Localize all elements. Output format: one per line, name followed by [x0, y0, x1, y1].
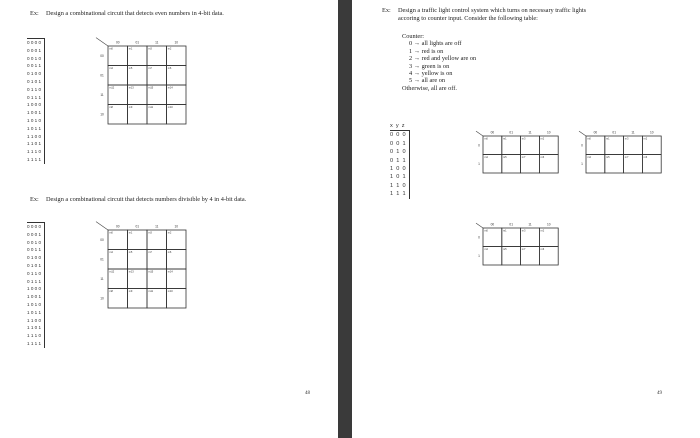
- truth-table-row: 0 1 1 1: [27, 278, 42, 284]
- kmap-minterm-label: m3: [148, 231, 152, 235]
- truth-table-row: 0 0 1 0: [27, 239, 42, 245]
- kmap-minterm-label: m13: [128, 86, 134, 90]
- truth-table-row: 1 0 1 0: [27, 117, 42, 123]
- kmap-minterm-label: m7: [521, 248, 526, 252]
- kmap-col-label: 00: [593, 130, 598, 135]
- kmap-row-label: 1: [581, 161, 583, 166]
- kmap-minterm-label: m12: [109, 270, 115, 274]
- traffic-kmap-2: [578, 128, 666, 174]
- kmap-row-label: 0: [478, 143, 480, 148]
- truth-table-row: 1 1 0: [390, 182, 406, 189]
- truth-table-row: 1 1 0 0: [27, 317, 42, 323]
- page-number-left: 48: [305, 391, 310, 396]
- kmap-row-label: 11: [100, 276, 104, 281]
- page-gutter: [338, 0, 352, 438]
- kmap-minterm-label: m7: [521, 156, 526, 160]
- kmap-minterm-label: m5: [128, 67, 133, 71]
- left-page: [0, 0, 338, 438]
- kmap-col-label: 11: [155, 40, 159, 45]
- counter-line: 3 → green is on: [409, 62, 450, 70]
- truth-table-row: 0 0 0 1: [27, 47, 42, 53]
- kmap-2: [95, 220, 195, 320]
- kmap-minterm-label: m4: [484, 248, 488, 252]
- example-1-statement: [30, 10, 224, 18]
- example-2-statement: [30, 196, 246, 204]
- kmap-row-label: 10: [100, 112, 104, 117]
- kmap-minterm-label: m1: [128, 231, 133, 235]
- counter-spec: [402, 33, 476, 92]
- kmap-minterm-label: m6: [540, 156, 545, 160]
- kmap-minterm-label: m6: [167, 251, 172, 255]
- kmap-col-label: 00: [115, 224, 120, 229]
- kmap-col-label: 10: [174, 224, 179, 229]
- kmap-minterm-label: m8: [109, 290, 113, 294]
- kmap-minterm-label: m7: [148, 67, 152, 71]
- truth-table-row: 1 0 0 0: [27, 286, 42, 292]
- kmap-row-label: 1: [478, 253, 480, 258]
- traffic-kmap-3: [475, 220, 563, 266]
- counter-line: 0 → all lights are off: [409, 40, 462, 48]
- right-page: [352, 0, 700, 438]
- kmap-col-label: 00: [115, 40, 120, 45]
- kmap-minterm-label: m0: [109, 231, 113, 235]
- truth-table-row: 0 0 0 0: [27, 40, 42, 45]
- counter-line: 5 → all are on: [409, 77, 446, 85]
- kmap-row-label: 01: [100, 73, 104, 78]
- kmap-minterm-label: m6: [540, 248, 545, 252]
- kmap-row-label: 10: [100, 296, 104, 301]
- kmap-minterm-label: m1: [503, 137, 507, 141]
- kmap-minterm-label: m2: [167, 231, 172, 235]
- kmap-corner-diagonal: [476, 223, 483, 228]
- truth-table-row: 0 1 0 1: [27, 262, 42, 268]
- kmap-minterm-label: m6: [167, 67, 172, 71]
- kmap-row-label: 00: [100, 53, 104, 58]
- truth-table-row: 0 0 0: [390, 132, 406, 139]
- kmap-corner-diagonal: [96, 38, 108, 46]
- kmap-minterm-label: m7: [624, 156, 629, 160]
- truth-table-row: 1 1 0 1: [27, 325, 42, 331]
- kmap-col-label: 00: [490, 222, 495, 227]
- kmap-minterm-label: m0: [484, 229, 488, 233]
- truth-table-row: 1 0 0 1: [27, 294, 42, 300]
- kmap-1: [95, 36, 195, 136]
- kmap-minterm-label: m11: [148, 106, 154, 110]
- kmap-minterm-label: m1: [503, 229, 507, 233]
- kmap-row-label: 1: [478, 161, 480, 166]
- kmap-minterm-label: m8: [109, 106, 113, 110]
- truth-table-row: 0 0 1: [390, 140, 406, 147]
- truth-table-row: 0 1 1 1: [27, 94, 42, 100]
- counter-line: 2 → red and yellow are on: [409, 55, 477, 63]
- kmap-minterm-label: m5: [503, 248, 507, 252]
- traffic-example-line2: accoring to counter input. Consider the following table:: [398, 14, 538, 22]
- kmap-minterm-label: m14: [167, 270, 173, 274]
- kmap-col-label: 10: [547, 130, 551, 135]
- kmap-col-label: 11: [528, 222, 532, 227]
- example-1-label: Ex:: [30, 10, 39, 17]
- kmap-minterm-label: m4: [109, 251, 113, 255]
- truth-table-row: 0 1 0 0: [27, 71, 42, 77]
- truth-table-2: [27, 222, 45, 348]
- kmap-col-label: 01: [135, 224, 140, 229]
- kmap-minterm-label: m11: [148, 290, 154, 294]
- truth-table-row: 0 1 1 0: [27, 86, 42, 92]
- kmap-minterm-label: m5: [128, 251, 133, 255]
- kmap-minterm-label: m9: [128, 290, 133, 294]
- kmap-minterm-label: m4: [109, 67, 113, 71]
- truth-table-row: 0 1 1 0: [27, 270, 42, 276]
- kmap-minterm-label: m14: [167, 86, 173, 90]
- truth-table-row: 1 1 1: [390, 191, 406, 198]
- truth-table-row: 1 1 1 0: [27, 333, 42, 339]
- truth-table-row: 1 0 0 0: [27, 102, 42, 108]
- truth-table-row: 0 0 1 1: [27, 247, 42, 253]
- truth-table-row: 1 0 1 1: [27, 125, 42, 131]
- truth-table-row: 1 0 1: [390, 174, 406, 181]
- kmap-minterm-label: m13: [128, 270, 134, 274]
- truth-table-1: [27, 38, 45, 164]
- truth-table-row: 0 1 1: [390, 157, 406, 164]
- kmap-col-label: 10: [547, 222, 551, 227]
- traffic-kmap-1: [475, 128, 563, 174]
- kmap-col-label: 11: [631, 130, 635, 135]
- truth-table-row: 1 1 0 0: [27, 133, 42, 139]
- kmap-row-label: 11: [100, 92, 104, 97]
- kmap-row-label: 00: [100, 237, 104, 242]
- kmap-minterm-label: m1: [606, 137, 610, 141]
- truth-table-row: 1 1 1 0: [27, 149, 42, 155]
- kmap-minterm-label: m10: [167, 290, 173, 294]
- kmap-corner-diagonal: [579, 131, 586, 136]
- kmap-minterm-label: m2: [167, 47, 172, 51]
- truth-table-row: 0 1 0 1: [27, 78, 42, 84]
- kmap-minterm-label: m7: [148, 251, 152, 255]
- kmap-minterm-label: m12: [109, 86, 115, 90]
- kmap-minterm-label: m3: [148, 47, 152, 51]
- kmap-col-label: 11: [528, 130, 532, 135]
- kmap-minterm-label: m3: [624, 137, 629, 141]
- kmap-minterm-label: m4: [484, 156, 488, 160]
- kmap-minterm-label: m5: [503, 156, 507, 160]
- kmap-minterm-label: m2: [540, 229, 545, 233]
- kmap-minterm-label: m10: [167, 106, 173, 110]
- truth-table-row: 0 0 1 0: [27, 55, 42, 61]
- example-2-text: Design a combinational circuit that detects numbers divisible by 4 in 4-bit data.: [46, 196, 247, 203]
- truth-table-row: 0 1 0: [390, 149, 406, 156]
- traffic-truth-table: [390, 122, 410, 199]
- truth-table-row: 1 0 1 1: [27, 309, 42, 315]
- kmap-col-label: 01: [509, 130, 513, 135]
- kmap-col-label: 10: [650, 130, 654, 135]
- kmap-col-label: 00: [490, 130, 495, 135]
- kmap-minterm-label: m2: [643, 137, 648, 141]
- kmap-minterm-label: m4: [587, 156, 591, 160]
- example-1-text: Design a combinational circuit that detects even numbers in 4-bit data.: [46, 10, 224, 17]
- kmap-minterm-label: m15: [148, 270, 154, 274]
- example-2-label: Ex:: [30, 196, 39, 203]
- counter-line: Otherwise, all are off.: [402, 84, 457, 92]
- kmap-row-label: 0: [478, 235, 480, 240]
- traffic-example-line1: Design a traffic light control system which turns on necessary traffic lights: [398, 7, 587, 14]
- kmap-row-label: 01: [100, 257, 104, 262]
- kmap-minterm-label: m9: [128, 106, 133, 110]
- truth-table-row: 0 0 1 1: [27, 63, 42, 69]
- truth-table-row: 1 1 0 1: [27, 141, 42, 147]
- kmap-minterm-label: m3: [521, 137, 526, 141]
- kmap-col-label: 11: [155, 224, 159, 229]
- kmap-minterm-label: m0: [109, 47, 113, 51]
- counter-title: Counter:: [402, 33, 425, 40]
- truth-table-row: 1 1 1 1: [27, 340, 42, 346]
- kmap-minterm-label: m3: [521, 229, 526, 233]
- truth-table-row: 0 0 0 0: [27, 224, 42, 229]
- kmap-col-label: 10: [174, 40, 179, 45]
- counter-line: 4 → yellow is on: [409, 70, 453, 78]
- kmap-minterm-label: m6: [643, 156, 648, 160]
- kmap-minterm-label: m0: [587, 137, 591, 141]
- kmap-row-label: 0: [581, 143, 583, 148]
- kmap-minterm-label: m5: [606, 156, 610, 160]
- traffic-example-statement: [382, 7, 586, 22]
- kmap-corner-diagonal: [476, 131, 483, 136]
- kmap-col-label: 01: [509, 222, 513, 227]
- kmap-col-label: 01: [612, 130, 616, 135]
- truth-table-header: x y z: [390, 122, 410, 131]
- truth-table-row: 0 0 0 1: [27, 231, 42, 237]
- kmap-minterm-label: m2: [540, 137, 545, 141]
- truth-table-row: 1 1 1 1: [27, 156, 42, 162]
- truth-table-row: 1 0 0: [390, 166, 406, 173]
- truth-table-row: 1 0 0 1: [27, 110, 42, 116]
- page-number-right: 49: [657, 391, 662, 396]
- truth-table-row: 1 0 1 0: [27, 301, 42, 307]
- truth-table-row: 0 1 0 0: [27, 255, 42, 261]
- kmap-corner-diagonal: [96, 222, 108, 230]
- kmap-minterm-label: m1: [128, 47, 133, 51]
- kmap-col-label: 01: [135, 40, 140, 45]
- counter-line: 1 → red is on: [409, 47, 444, 55]
- traffic-example-label: Ex:: [382, 7, 391, 14]
- kmap-minterm-label: m15: [148, 86, 154, 90]
- kmap-minterm-label: m0: [484, 137, 488, 141]
